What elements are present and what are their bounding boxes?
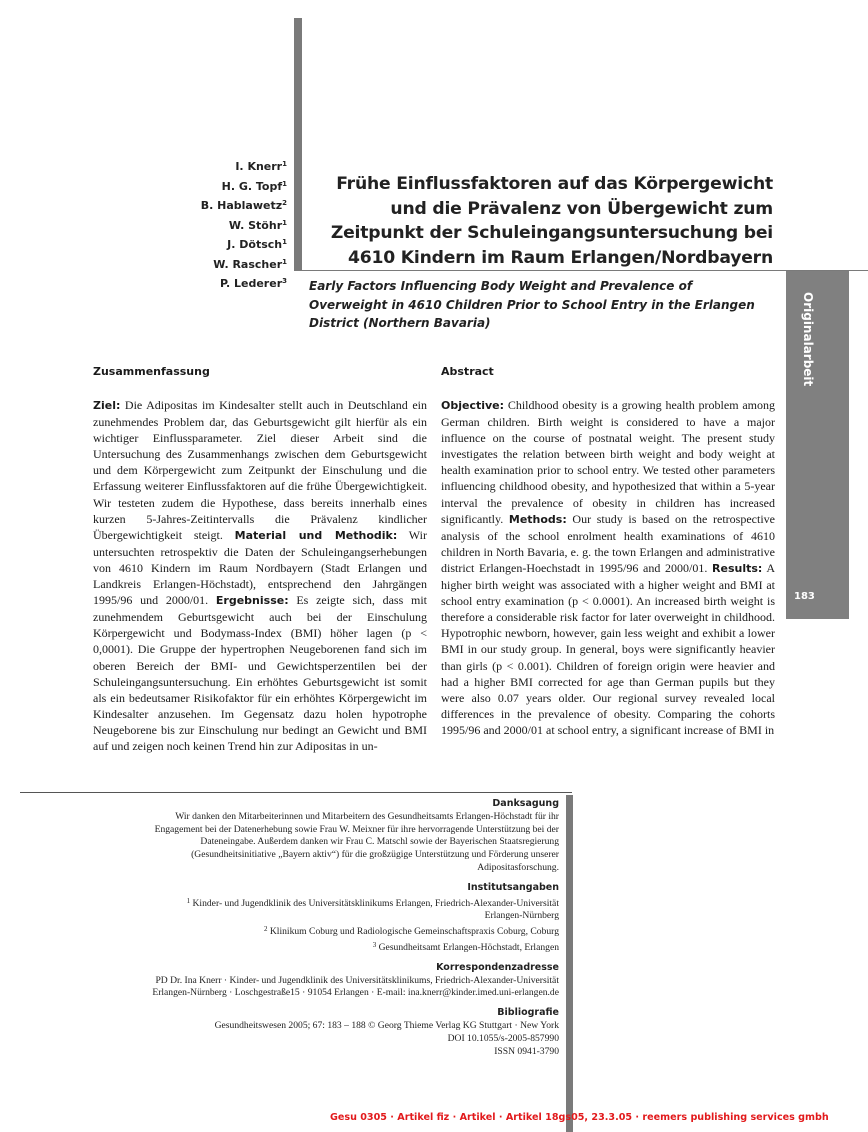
abstract-column <box>441 363 775 738</box>
institut-line: Erlangen-Nürnberg <box>484 910 559 922</box>
bibliografie-line: Gesundheitswesen 2005; 67: 183 – 188 © Georg Thieme Verlag KG Stuttgart · New York <box>214 1019 559 1031</box>
korrespondenz-heading: Korrespondenzadresse <box>436 961 559 973</box>
production-slug: Gesu 0305 · Artikel fiz · Artikel · Artikel 18gs05, 23.3.05 · reemers publishing services gmbh <box>330 1112 829 1123</box>
page-number: 183 <box>794 591 815 602</box>
author: W. Rascher$^1$ <box>213 257 287 271</box>
footer-divider <box>20 792 572 793</box>
section-label: Originalarbeit <box>801 292 815 387</box>
abstract-text: Objective: Childhood obesity is a growing health problem among German children. Birth weight is considered to have a major influence on the course of postnatal weight. The present study investigates the relation between birth weight and body weight at health examination prior to school entry. We tested other parameters influencing childhood obesity, and hypothesized that within a 5-year interval the prevalence of obesity in children has increased significantly. Methods: Our study is based on the retrospective analysis of the school enrolment health examinations of 4610 children in North Bavaria, e. g. the town Erlangen and administrative district Erlangen-Hoechstadt in 1995/96 and 2000/01. Results: A higher birth weight was associated with a higher weight and BMI at school entry examination (p < 0.0001). An increased birth weight is therefore a considerable risk factor for later overweight in childhood. Hypotrophic newborn, however, gain less weight and exhibit a lower BMI in our study group. In general, boys were significantly heavier than girls (p < 0.001). Children of foreign origin were heavier and had a higher BMI corrected for age than German pupils but they were also 0.07 years older. Our regional survey revealed local differences in the prevalence of obesity. Comparing the cohorts 1995/96 and 2000/01 at school entry, a significant increase of BMI in <box>441 398 775 737</box>
author: I. Knerr$^1$ <box>235 160 287 173</box>
bibliografie-line: DOI 10.1055/s-2005-857990 <box>447 1032 559 1044</box>
bibliografie-line: ISSN 0941-3790 <box>494 1045 559 1057</box>
article-title-german: Frühe Einflussfaktoren auf das Körpergewicht und die Prävalenz von Übergewicht zum Zeitpunkt der Schuleingangsuntersuchung bei 4610 Kindern im Raum Erlangen/Nordbayern <box>330 174 773 268</box>
footer-vertical-bar <box>566 795 573 1132</box>
zusammenfassung-heading: Zusammenfassung <box>93 365 210 378</box>
institut-line: $^3$ Gesundheitsamt Erlangen-Höchstadt, Erlangen <box>372 940 559 953</box>
zusammenfassung-column <box>93 363 427 754</box>
institut-heading: Institutsangaben <box>467 881 559 893</box>
author: W. Stöhr$^1$ <box>228 218 287 232</box>
korrespondenz-line: Erlangen-Nürnberg · Loschgestraße15 · 91054 Erlangen · E-mail: ina.knerr@kinder.imed.uni-erlangen.de <box>152 987 559 999</box>
institut-line: $^2$ Klinikum Coburg und Radiologische Gemeinschaftspraxis Coburg, Coburg <box>263 925 559 938</box>
zusammenfassung-text: Ziel: Die Adipositas im Kindesalter stellt auch in Deutschland ein zunehmendes Problem dar, das Geburtsgewicht gilt hierfür als ein wichtiger Einflussparameter. Ziel dieser Arbeit sind die Untersuchung des Zusammenhangs zwischen dem Geburtsgewicht und dem Körpergewicht zum Zeitpunkt der Einschulung und die Erfassung weiterer Einflussfaktoren auf die frühe Übergewichtigkeit. Wir testeten zudem die Hypothese, dass bereits innerhalb eines kurzen 5-Jahres-Zeitintervalls die Prävalenz kindlicher Übergewichtigkeit steigt. Material und Methodik: Wir untersuchten retrospektiv die Daten der Schuleingangserhebungen von 4610 Kindern im Raum Nordbayern (Stadt Erlangen und Landkreis Erlangen-Höchstadt), entsprechend den Jahrgängen 1995/96 und 2000/01. Ergebnisse: Es zeigte sich, dass mit zunehmendem Geburtsgewicht auch bei der Einschulung Körpergewicht und Bodymass-Index (BMI) höher lagen (p < 0,0001). Die Gruppe der hypertrophen Neugeborenen fand sich im oberen Bereich der BMI- und Gewichtsperzentilen bei der Schuleingangsuntersuchung. Ein erhöhtes Geburtsgewicht ist somit als ein bedeutsamer Risikofaktor für ein erhöhtes Körpergewicht im Kindesalter anzusehen. Im Gegensatz dazu holen hypotrophe Neugeborene bis zur Einschulung nur bedingt an Gewicht und BMI auf und zeigen noch keinen Trend hin zur Adipositas in un- <box>93 398 427 753</box>
author: H. G. Topf$^1$ <box>221 179 287 193</box>
danksagung-line: Dateneingabe. Außerdem danken wir Frau C. Matschl sowie der Bayerischen Staatsregierung <box>200 836 559 848</box>
author-list <box>127 156 287 293</box>
danksagung-line: (Gesundheitsinitiative „Bayern aktiv“) für die großzügige Unterstützung und Förderung unserer <box>191 849 559 861</box>
author: J. Dötsch$^1$ <box>227 238 287 251</box>
article-title-english: Early Factors Influencing Body Weight and Prevalence of Overweight in 4610 Children Prior to School Entry in the Erlangen District (Northern Bavaria) <box>309 279 755 330</box>
article-info-box <box>90 798 559 1058</box>
danksagung-line: Adipositasforschung. <box>477 861 559 873</box>
danksagung-line: Wir danken den Mitarbeiterinnen und Mitarbeitern des Gesundheitsamts Erlangen-Höchstadt für ihr <box>175 810 559 822</box>
author: P. Lederer$^3$ <box>219 277 287 290</box>
danksagung-line: Engagement bei der Datenerhebung sowie Frau W. Meixner für ihre hervorragende Unterstützung bei der <box>154 823 559 835</box>
header-vertical-bar <box>294 18 302 270</box>
abstract-heading: Abstract <box>441 365 494 378</box>
title-divider <box>294 270 868 271</box>
author: B. Hablawetz$^2$ <box>200 199 287 212</box>
korrespondenz-line: PD Dr. Ina Knerr · Kinder- und Jugendklinik des Universitätsklinikums, Friedrich-Alexander-Universität <box>155 974 559 986</box>
danksagung-heading: Danksagung <box>492 798 559 809</box>
institut-line: $^1$ Kinder- und Jugendklinik des Universitätsklinikums Erlangen, Friedrich-Alexander-Universität <box>186 896 559 909</box>
bibliografie-heading: Bibliografie <box>497 1007 559 1019</box>
